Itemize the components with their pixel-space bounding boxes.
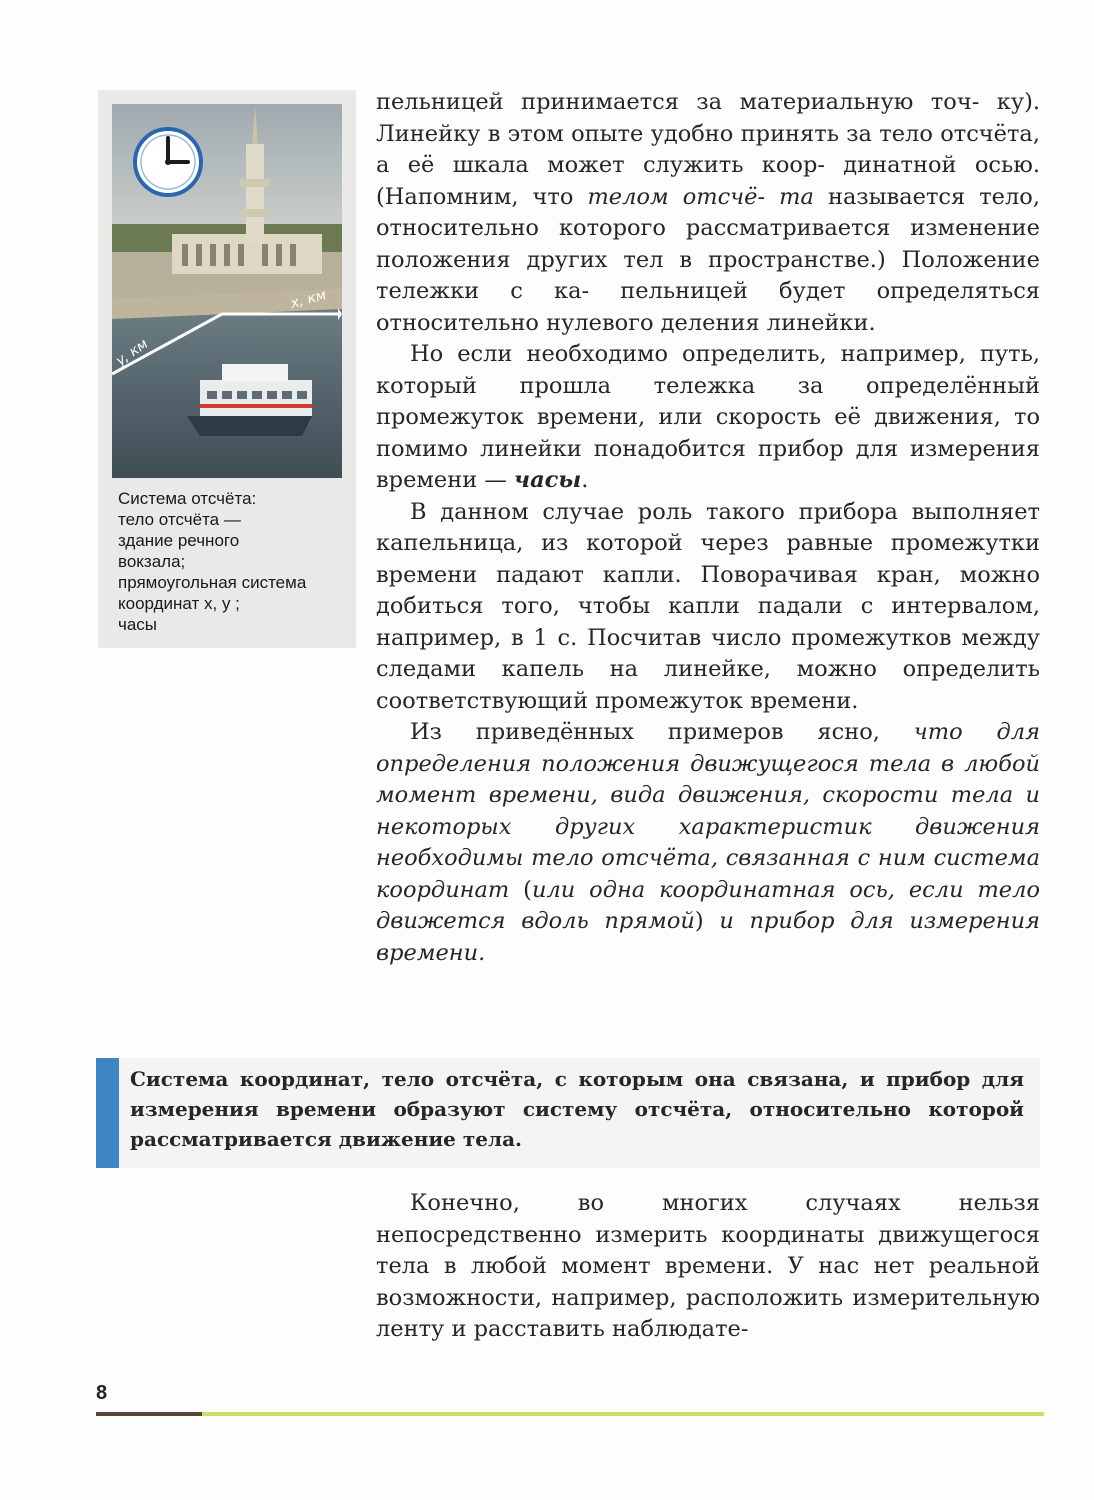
caption-line: часы <box>118 615 158 634</box>
bottom-text-column <box>376 1188 1040 1346</box>
paragraph-2: Но если необходимо определить, например, путь, который прошла тележка за определённый промежуток времени, или скорость её движения, то помимо линейки понадобится прибор для измерения времени — часы. <box>376 341 1040 493</box>
figure-caption <box>118 488 354 635</box>
footer-line-dark <box>96 1412 202 1416</box>
caption-line: Система отсчёта: <box>118 489 257 508</box>
figure-panel <box>98 90 356 648</box>
clock-icon <box>135 129 201 195</box>
footer-line-green <box>202 1412 1044 1416</box>
term-bold: часы <box>514 467 582 493</box>
definition-accent-bar <box>96 1058 119 1168</box>
paragraph-3: В данном случае роль такого прибора выполняет капельница, из которой через равные промежутки времени падают капли. Поворачивая кран, можно добиться того, чтобы капли падали с интервалом, например, в 1 с. Посчитав число промежутков между следами капель на линейке, можно определить соответствующий промежуток времени. <box>376 498 1040 714</box>
paragraph-4: Из приведённых примеров ясно, что для определения положения движущегося тела в любой момент времени, вида движения, скорости тела и некоторых других характеристик движения необходимы тело отсчёта, связанная с ним система координат (или одна координатная ось, если тело движется вдоль прямой) и прибор для измерения времени. <box>376 719 1040 966</box>
term-italic: телом отсчё- <box>587 183 766 210</box>
term-italic: та <box>779 183 814 210</box>
river-station-photo <box>112 104 342 478</box>
definition-box <box>96 1058 1040 1168</box>
caption-line: вокзала; <box>118 552 186 571</box>
definition-text: Система координат, тело отсчёта, с которым она связана, и прибор для измерения времени образуют систему отсчёта, относительно которой рассматривается движение тела. <box>130 1067 1024 1151</box>
paragraph-1: пельницей принимается за материальную точ- ку). Линейку в этом опыте удобно принять за тело отсчёта, а её шкала может служить коор- динатной осью. (Напомним, что телом отсчё- та называется тело, относительно которого рассматривается изменение положения других тел в пространстве.) Положение тележки с ка- пельницей будет определяться относительно нулевого деления линейки. <box>376 89 1040 336</box>
main-text-column <box>376 87 1040 969</box>
caption-line: тело отсчёта — <box>118 510 241 529</box>
caption-line: прямоугольная система <box>118 573 307 592</box>
x-axis-label: x, км <box>288 287 329 312</box>
caption-line: здание речного <box>118 531 240 550</box>
paragraph-5: Конечно, во многих случаях нельзя непосредственно измерить координаты движущегося тела в любой момент времени. У нас нет реальной возможности, например, расположить измерительную ленту и расставить наблюдате- <box>376 1190 1040 1342</box>
y-axis-label: y, км <box>113 336 152 370</box>
page-number: 8 <box>96 1382 108 1404</box>
caption-line: координат x, y ; <box>118 594 240 613</box>
